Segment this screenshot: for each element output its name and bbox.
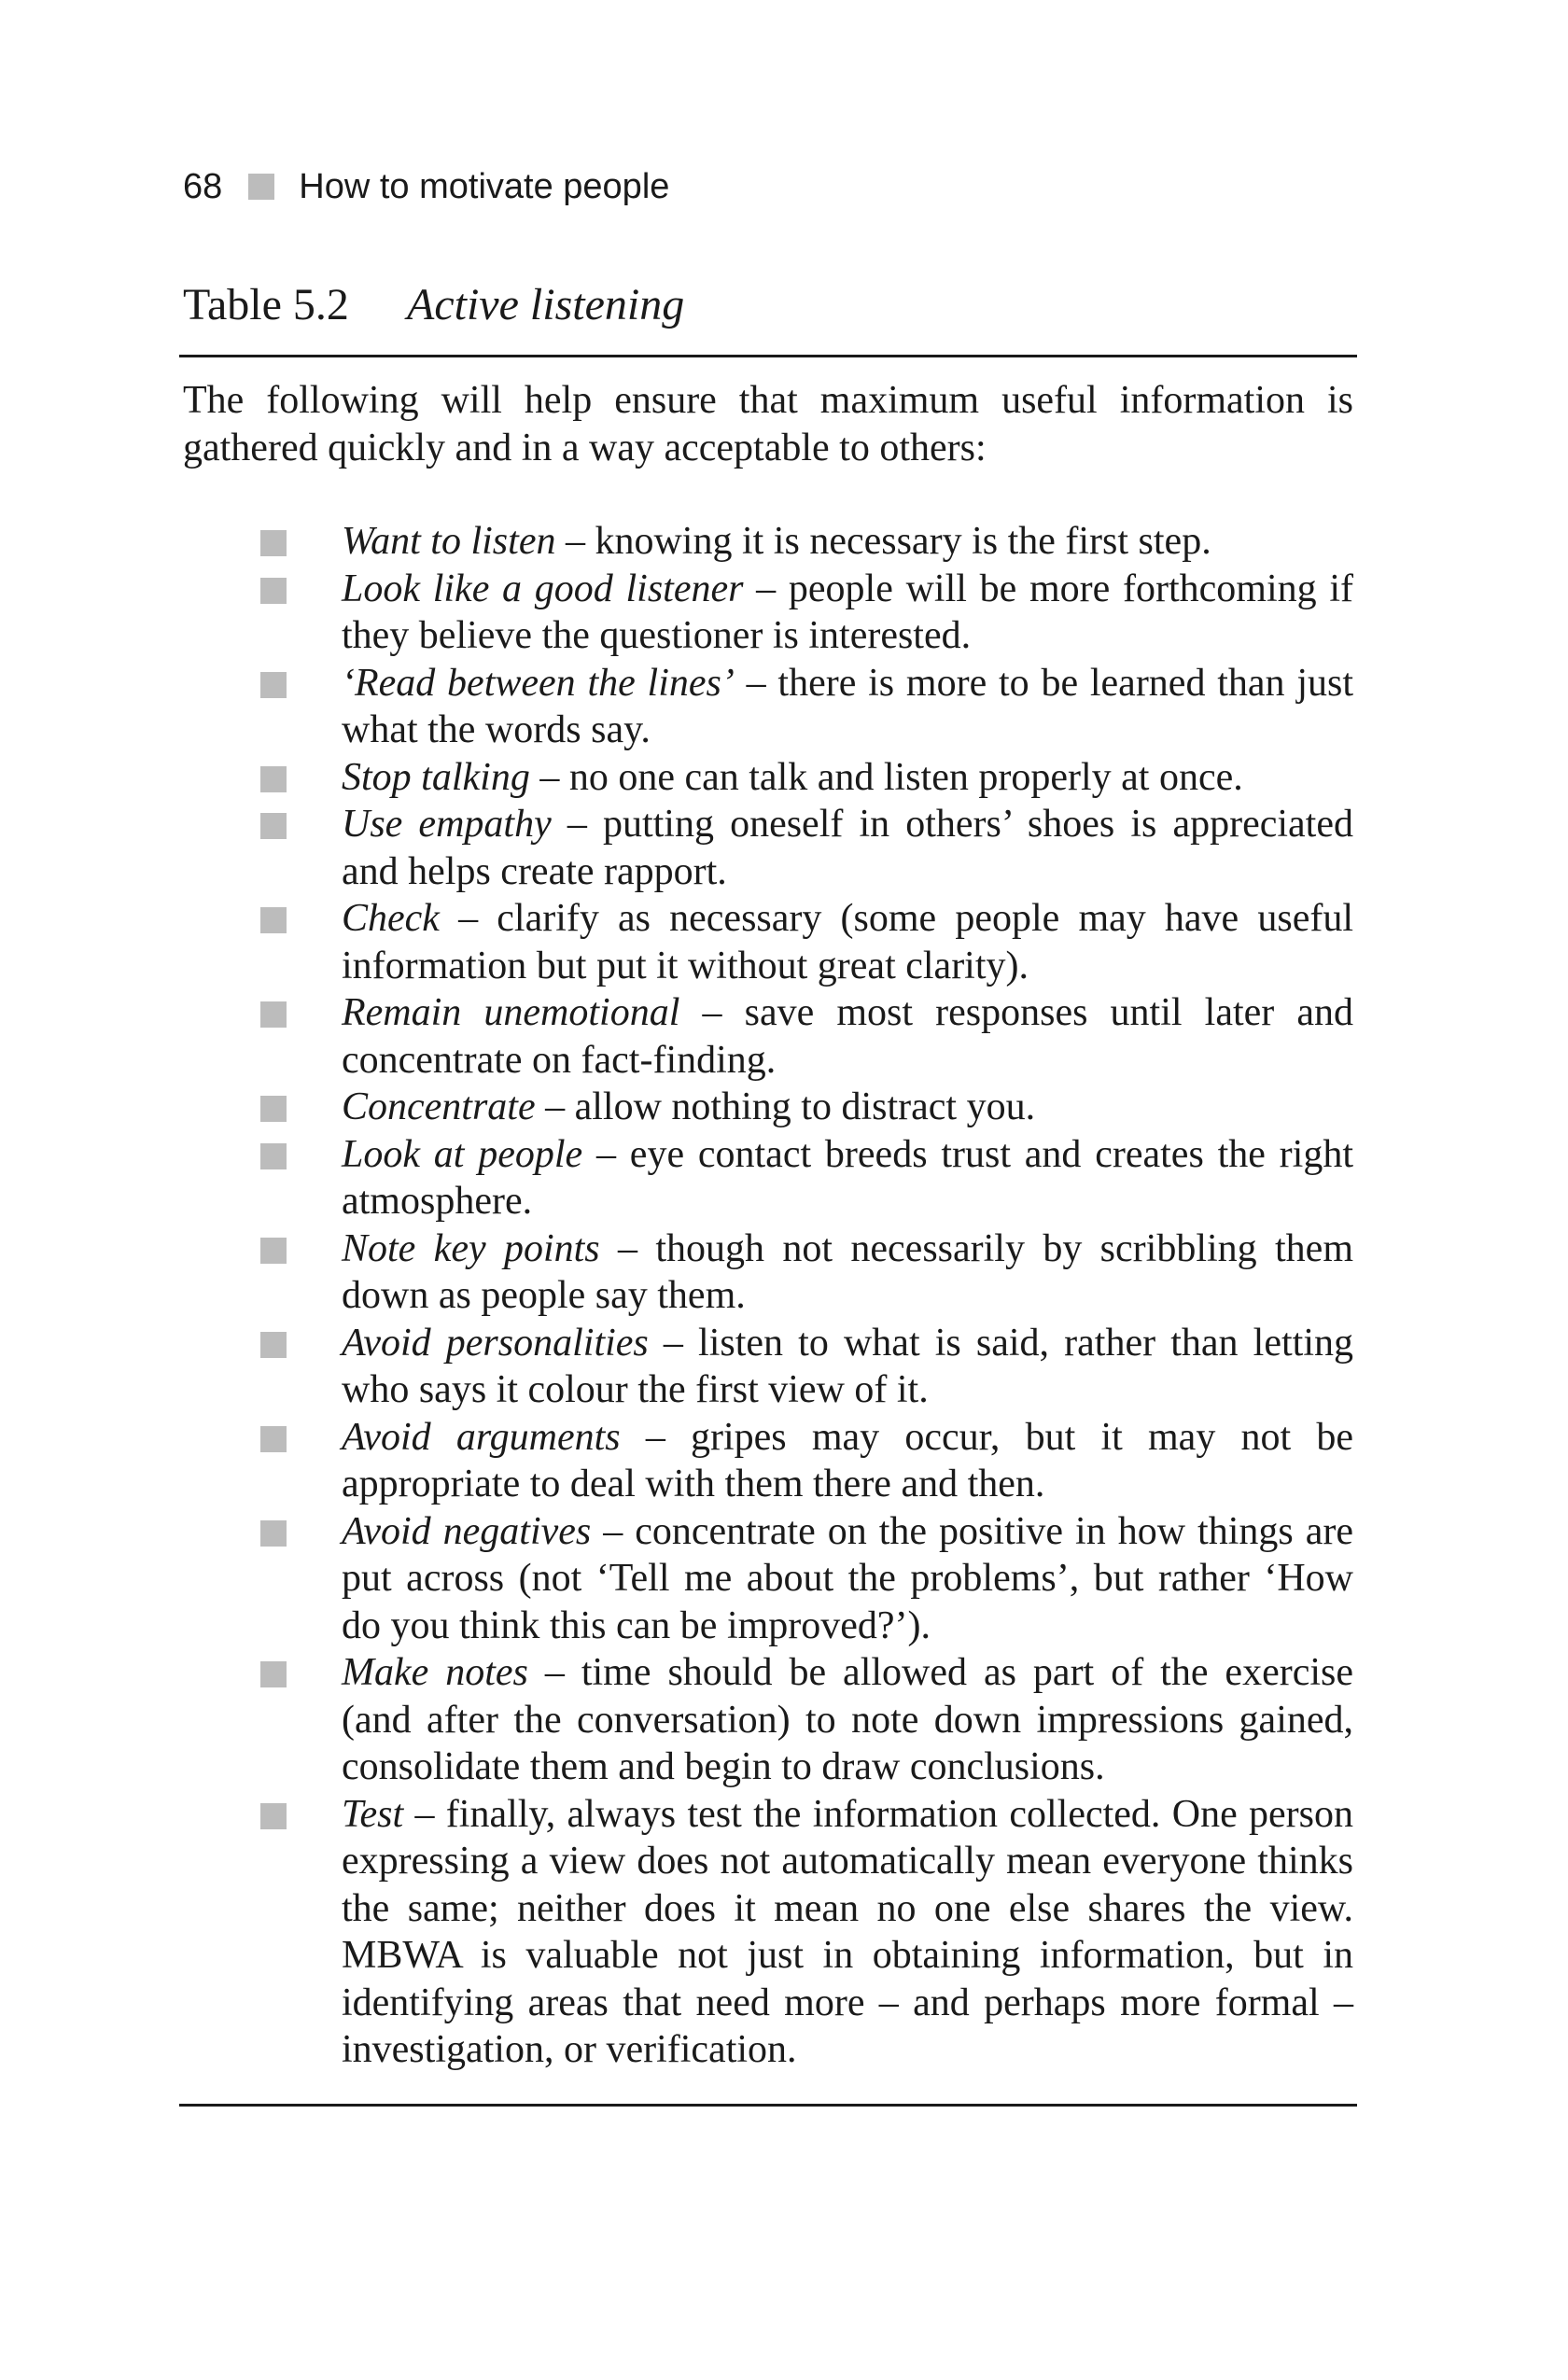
table-title: Active listening bbox=[407, 280, 685, 329]
square-bullet-icon bbox=[260, 813, 287, 839]
square-bullet-icon bbox=[260, 530, 287, 556]
item-term: Make notes bbox=[342, 1651, 528, 1694]
item-text: – putting oneself in others’ shoes is appreciated and helps create rapport. bbox=[342, 803, 1353, 893]
item-text: – knowing it is necessary is the first step. bbox=[555, 520, 1211, 563]
intro-paragraph: The following will help ensure that maximum useful information is gathered quickly and in a way acceptable to others: bbox=[183, 379, 1353, 469]
item-text: – there is more to be learned than just what the words say. bbox=[342, 661, 1353, 751]
list-item bbox=[183, 518, 1353, 566]
item-text: – listen to what is said, rather than letting who says it colour the first view of it. bbox=[342, 1321, 1353, 1411]
active-listening-list bbox=[183, 518, 1353, 2074]
square-bullet-icon bbox=[260, 1661, 287, 1687]
item-term: Remain unemotional bbox=[342, 991, 680, 1034]
page-number: 68 bbox=[183, 167, 223, 206]
square-bullet-icon bbox=[260, 907, 287, 933]
list-item bbox=[183, 754, 1353, 802]
list-item bbox=[183, 1414, 1353, 1508]
list-item bbox=[183, 1508, 1353, 1650]
item-term: Want to listen bbox=[342, 520, 556, 563]
item-text: – though not necessarily by scribbling them down as people say them. bbox=[342, 1226, 1353, 1317]
item-text: – save most responses until later and concentrate on fact-finding. bbox=[342, 991, 1353, 1082]
item-term: Look like a good listener bbox=[342, 567, 744, 610]
table-bottom-rule bbox=[179, 2104, 1357, 2107]
square-bullet-icon bbox=[260, 766, 287, 792]
list-item bbox=[183, 660, 1353, 754]
item-term: Test bbox=[342, 1792, 404, 1836]
square-bullet-icon bbox=[260, 1426, 287, 1452]
item-text: – gripes may occur, but it may not be appropriate to deal with them there and then. bbox=[342, 1415, 1354, 1505]
square-bullet-icon bbox=[260, 1143, 287, 1169]
running-head bbox=[183, 161, 669, 213]
square-bullet-icon bbox=[260, 1520, 287, 1547]
item-term: Use empathy bbox=[342, 803, 552, 846]
running-title: How to motivate people bbox=[299, 167, 670, 206]
item-text: – concentrate on the positive in how things are put across (not ‘Tell me about the problems’, but rather ‘How do you think this can be improved?’). bbox=[342, 1509, 1353, 1647]
item-text: – time should be allowed as part of the exercise (and after the conversation) to note down impressions gained, consolidate them and begin to draw conclusions. bbox=[342, 1651, 1353, 1788]
list-item bbox=[183, 989, 1353, 1084]
square-bullet-icon bbox=[260, 1001, 287, 1028]
item-term: Avoid arguments bbox=[342, 1415, 621, 1459]
list-item bbox=[183, 1649, 1353, 1791]
list-item bbox=[183, 1791, 1353, 2074]
item-term: Check bbox=[342, 897, 440, 940]
list-item bbox=[183, 1320, 1353, 1414]
table-top-rule bbox=[179, 355, 1357, 357]
list-item bbox=[183, 1084, 1353, 1131]
list-item bbox=[183, 566, 1353, 660]
item-text: – people will be more forthcoming if they believe the questioner is interested. bbox=[342, 567, 1353, 657]
square-bullet-icon bbox=[248, 174, 274, 200]
list-item bbox=[183, 895, 1353, 989]
square-bullet-icon bbox=[260, 672, 287, 698]
item-term: Avoid personalities bbox=[342, 1321, 649, 1365]
list-item bbox=[183, 1131, 1353, 1225]
square-bullet-icon bbox=[260, 1096, 287, 1122]
item-term: Stop talking bbox=[342, 755, 530, 799]
list-item bbox=[183, 1225, 1353, 1320]
item-text: – finally, always test the information collected. One person expressing a view does not automatically mean everyone thinks the same; neither does it mean no one else shares the view. MBWA is valuable not just in obtaining information, but in identifying areas that need more – and perhaps more formal – investigation, or verification. bbox=[342, 1792, 1353, 2071]
item-text: – clarify as necessary (some people may have useful information but put it without great clarity). bbox=[342, 897, 1353, 987]
item-term: Note key points bbox=[342, 1226, 600, 1270]
item-text: – allow nothing to distract you. bbox=[535, 1085, 1036, 1128]
table-number: Table 5.2 bbox=[183, 280, 349, 329]
table-caption bbox=[183, 273, 684, 338]
square-bullet-icon bbox=[260, 578, 287, 604]
item-text: – no one can talk and listen properly at once. bbox=[529, 755, 1243, 799]
item-term: Look at people bbox=[342, 1132, 583, 1176]
item-term: Concentrate bbox=[342, 1085, 536, 1128]
item-term: ‘Read between the lines’ bbox=[342, 661, 735, 705]
item-term: Avoid negatives bbox=[342, 1509, 592, 1553]
square-bullet-icon bbox=[260, 1803, 287, 1829]
square-bullet-icon bbox=[260, 1238, 287, 1264]
item-text: – eye contact breeds trust and creates the right atmosphere. bbox=[342, 1132, 1354, 1223]
square-bullet-icon bbox=[260, 1332, 287, 1358]
list-item bbox=[183, 801, 1353, 895]
